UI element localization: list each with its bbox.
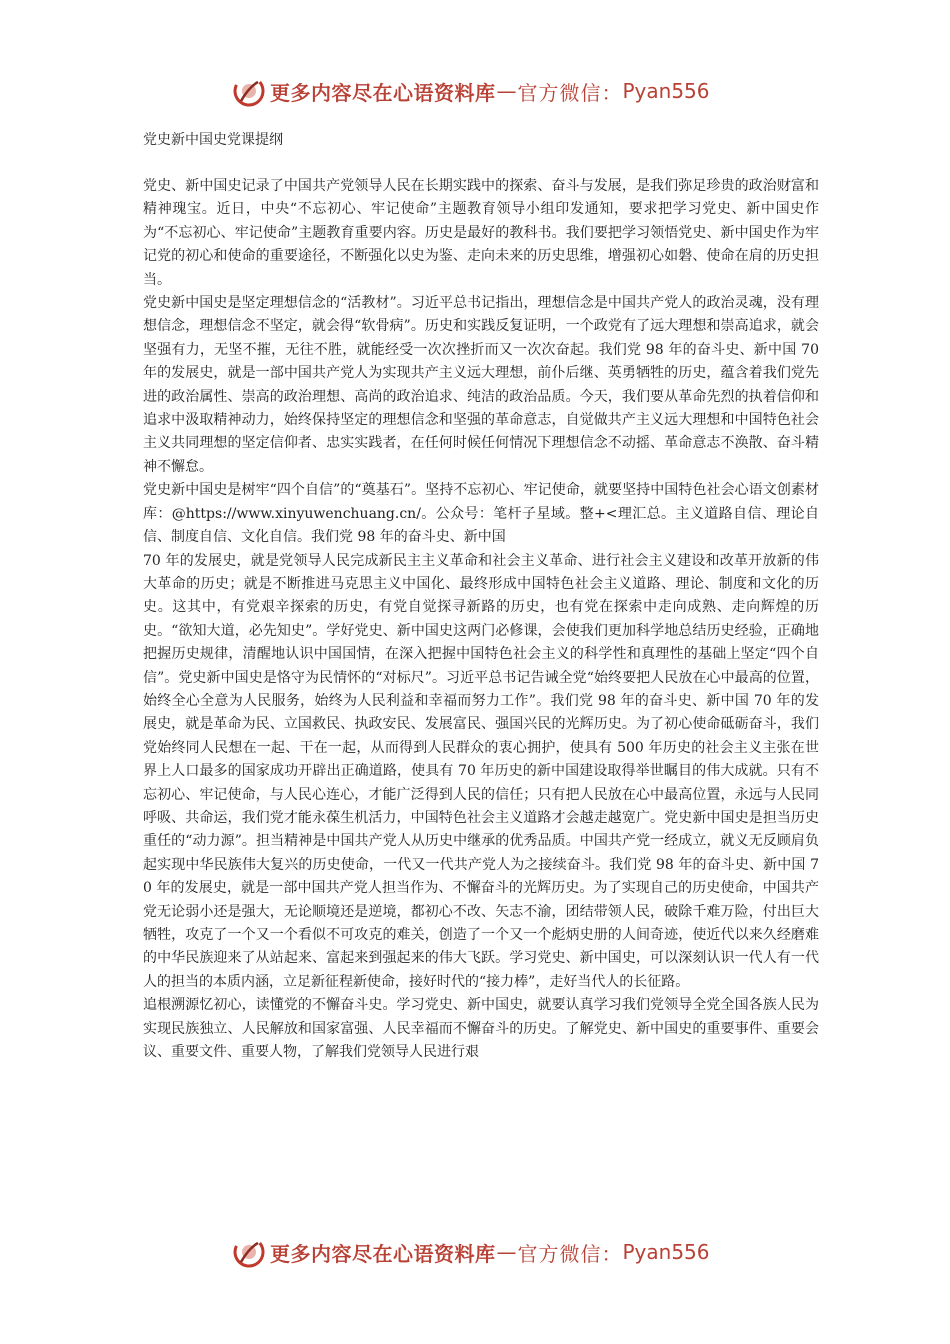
watermark-official-label: 官方微信： xyxy=(517,1241,623,1266)
watermark-brand-text: 更多内容尽在心语资料库 xyxy=(270,80,496,105)
paragraph: 党史新中国史是树牢“四个自信”的“奠基石”。坚持不忘初心、牢记使命，就要坚持中国特色社会心语文创素材库：@https://www.xinyuwenchuang.cn/。公众号：笔杆子星域。整+<理汇总。主义道路自信、理论自信、制度自信、文化自信。我们党 98 年的奋斗史、新中国 xyxy=(143,482,819,546)
watermark-brand-text: 更多内容尽在心语资料库 xyxy=(270,1241,496,1266)
paragraph: 党史、新中国史记录了中国共产党领导人民在长期实践中的探索、奋斗与发展，是我们弥足珍贵的政治财富和精神瑰宝。近日，中央“不忘初心、牢记使命”主题教育领导小组印发通知，要求把学习党史、新中国史作为“不忘初心、牢记使命”主题教育重要内容。历史是最好的教科书。我们要把学习领悟党史、新中国史作为牢记党的初心和使命的重要途径，不断强化以史为鉴、走向未来的历史思维，增强初心如磐、使命在肩的历史担当。 xyxy=(143,178,819,288)
watermark-wechat-id: Pyan556 xyxy=(622,1240,710,1264)
document-body xyxy=(143,128,819,1064)
paragraph: 党史新中国史是坚定理想信念的“活教材”。习近平总书记指出，理想信念是中国共产党人的政治灵魂，没有理想信念，理想信念不坚定，就会得“软骨病”。历史和实践反复证明，一个政党有了远大理想和崇高追求，就会坚强有力，无坚不摧，无往不胜，就能经受一次次挫折而又一次次奋起。我们党 98 年的奋斗史、新中国 70 年的发展史，就是一部中国共产党人为实现共产主义远大理想，前仆后继、英勇牺牲的历史，蕴含着我们党先进的政治属性、崇高的政治理想、高尚的政治追求、纯洁的政治品质。今天，我们要从革命先烈的执着信仰和追求中汲取精神动力，始终保持坚定的理想信念和坚强的革命意志，自觉做共产主义远大理想和中国特色社会主义共同理想的坚定信仰者、忠实实践者，在任何时候任何情况下理想信念不动摇、革命意志不涣散、奋斗精神不懈怠。 xyxy=(143,295,819,475)
brand-logo-icon xyxy=(232,74,266,108)
paragraph: 70 年的发展史，就是党领导人民完成新民主主义革命和社会主义革命、进行社会主义建设和改革开放新的伟大革命的历史；就是不断推进马克思主义中国化、最终形成中国特色社会主义道路、理论、制度和文化的历史。这其中，有党艰辛探索的历史，有党自觉探寻新路的历史，也有党在探索中走向成熟、走向辉煌的历史。“欲知大道，必先知史”。学好党史、新中国史这两门必修课，会使我们更加科学地总结历史经验，正确地把握历史规律，清醒地认识中国国情，在深入把握中国特色社会主义的科学性和真理性的基础上坚定“四个自信”。党史新中国史是恪守为民情怀的“对标尺”。习近平总书记告诫全党“始终要把人民放在心中最高的位置，始终全心全意为人民服务，始终为人民利益和幸福而努力工作”。我们党 98 年的奋斗史、新中国 70 年的发展史，就是革命为民、立国救民、执政安民、发展富民、强国兴民的光辉历史。为了初心使命砥砺奋斗，我们党始终同人民想在一起、干在一起，从而得到人民群众的衷心拥护，使具有 500 年历史的社会主义主张在世界上人口最多的国家成功开辟出正确道路，使具有 70 年历史的新中国建设取得举世瞩目的伟大成就。只有不忘初心、牢记使命，与人民心连心，才能广泛得到人民的信任；只有把人民放在心中最高位置，永远与人民同呼吸、共命运，我们党才能永葆生机活力，中国特色社会主义道路才会越走越宽广。党史新中国史是担当历史重任的“动力源”。担当精神是中国共产党人从历史中继承的优秀品质。中国共产党一经成立，就义无反顾肩负起实现中华民族伟大复兴的历史使命，一代又一代共产党人为之接续奋斗。我们党 98 年的奋斗史、新中国 70 年的发展史，就是一部中国共产党人担当作为、不懈奋斗的光辉历史。为了实现自己的历史使命，中国共产党无论弱小还是强大，无论顺境还是逆境，都初心不改、矢志不渝，团结带领人民，破除千难万险，付出巨大牺牲，攻克了一个又一个看似不可攻克的难关，创造了一个又一个彪炳史册的人间奇迹，使近代以来久经磨难的中华民族迎来了从站起来、富起来到强起来的伟大飞跃。学习党史、新中国史，可以深刻认识一代人有一代人的担当的本质内涵，立足新征程新使命，接好时代的“接力棒”，走好当代人的长征路。 xyxy=(143,552,819,990)
document-title: 党史新中国史党课提纲 xyxy=(143,132,283,148)
brand-logo-icon xyxy=(232,1235,266,1269)
watermark-dash: — xyxy=(496,79,517,103)
watermark-dash: — xyxy=(496,1240,517,1264)
paragraph: 追根溯源忆初心，读懂党的不懈奋斗史。学习党史、新中国史，就要认真学习我们党领导全党全国各族人民为实现民族独立、人民解放和国家富强、人民幸福而不懈奋斗的历史。了解党史、新中国史的重要事件、重要会议、重要文件、重要人物，了解我们党领导人民进行艰 xyxy=(143,997,819,1061)
watermark-header xyxy=(232,73,710,109)
watermark-footer xyxy=(232,1234,710,1270)
watermark-official-label: 官方微信： xyxy=(517,80,623,105)
watermark-wechat-id: Pyan556 xyxy=(622,79,710,103)
